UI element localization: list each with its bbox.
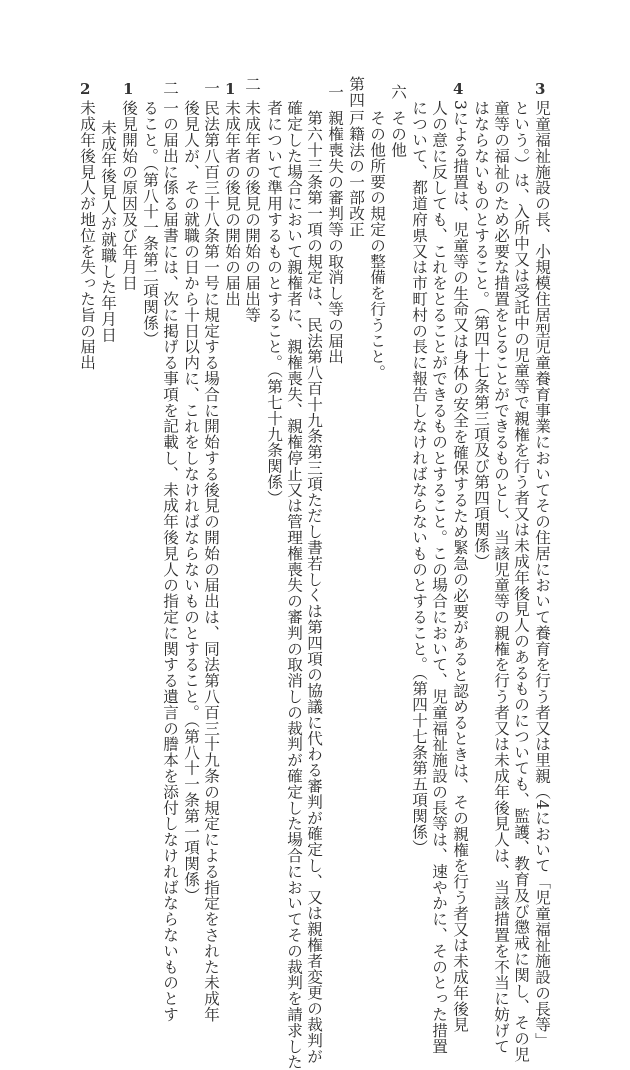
part-heading: 戸籍法の一部改正 bbox=[347, 110, 365, 238]
section-heading: 親権喪失の審判等の取消し等の届出 bbox=[326, 110, 344, 365]
item-number: 1 bbox=[123, 80, 134, 98]
text-column: 者について準用するものとすること。（第七十九条関係） bbox=[265, 100, 283, 506]
section-heading-number: 一 bbox=[326, 84, 344, 100]
list-item: 未成年後見人が就職した年月日 bbox=[99, 120, 117, 343]
section-heading: その他 bbox=[389, 110, 407, 158]
subsection-heading: 未成年者の後見の開始の届出 bbox=[223, 100, 241, 307]
text-column: 第六十三条第一項の規定は、民法第八百十九条第三項ただし書若しくは第四項の協議に代わる審判が確定し、又は親権者変更の裁判が bbox=[305, 110, 323, 1064]
item-number: 3 bbox=[535, 80, 546, 98]
section-heading: 未成年者の後見の開始の届出等 bbox=[243, 100, 261, 323]
text-column: 児童福祉施設の長、小規模住居型児童養育事業においてその住居において養育を行う者又は里親（4において「児童福祉施設の長等」 bbox=[533, 100, 551, 1049]
clause-number: 一 bbox=[202, 80, 220, 96]
clause-number: 二 bbox=[161, 80, 179, 96]
subsection-heading: 未成年後見人が地位を失った旨の届出 bbox=[78, 100, 96, 371]
item-number: 2 bbox=[80, 80, 91, 98]
text-column: 一の届出に係る届書には、次に掲げる事項を記載し、未成年後見人の指定に関する遺言の謄本を添付しなければならないものとす bbox=[161, 100, 179, 1023]
text-column: 童等の福祉のため必要な措置をとることができるものとし、当該児童等の親権を行う者又は未成年後見人は、当該措置を不当に妨げて bbox=[492, 100, 510, 1054]
part-heading-number: 第四 bbox=[347, 76, 365, 108]
item-number: 4 bbox=[453, 80, 464, 98]
text-column: 3による措置は、児童等の生命又は身体の安全を確保するため緊急の必要があると認めるときは、その親権を行う者又は未成年後見 bbox=[451, 100, 469, 1033]
text-column: ること。（第八十一条第二項関係） bbox=[141, 100, 159, 347]
text-column: という。）は、入所中又は受託中の児童等で親権を行う者又は未成年後見人のあるものについても、監護、教育及び懲戒に関し、その児 bbox=[512, 100, 530, 1063]
text-column: 民法第八百三十八条第一号に規定する場合に開始する後見の開始の届出は、同法第八百三十九条の規定による指定をされた未成年 bbox=[202, 100, 220, 1023]
text-column: はならないものとすること。（第四十七条第三項及び第四項関係） bbox=[472, 100, 490, 570]
text-column: について、都道府県又は市町村の長に報告しなければならないものとすること。（第四十七条第五項関係） bbox=[410, 100, 428, 856]
section-heading-number: 六 bbox=[389, 84, 407, 100]
text-column: 後見人が、その就職の日から十日以内に、これをしなければならないものとすること。（第八十一条第一項関係） bbox=[182, 100, 200, 904]
text-column: 確定した場合において親権者に、親権喪失、親権停止又は管理権喪失の審判の取消しの裁判が確定した場合においてその裁判を請求した bbox=[285, 100, 303, 1070]
text-column: その他所要の規定の整備を行うこと。 bbox=[368, 110, 386, 381]
list-item: 後見開始の原因及び年月日 bbox=[120, 100, 138, 291]
text-column: 人の意に反しても、これをとることができるものとすること。この場合において、児童福祉施設の長等は、速やかに、そのとった措置 bbox=[430, 100, 448, 1054]
section-heading-number: 二 bbox=[243, 76, 261, 92]
item-number: 1 bbox=[225, 80, 236, 98]
